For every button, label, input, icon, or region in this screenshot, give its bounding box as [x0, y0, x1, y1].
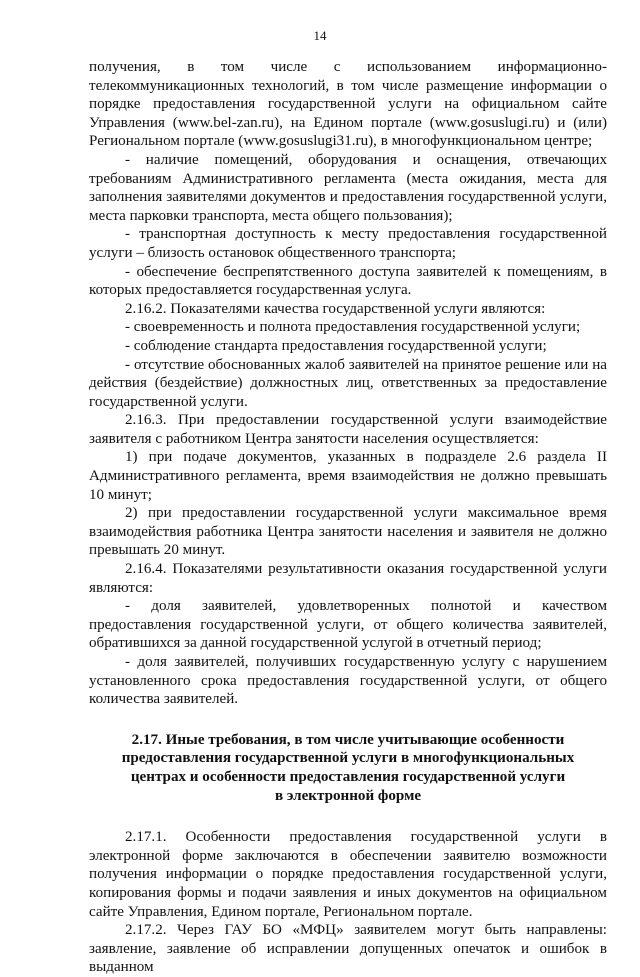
paragraph: 2.17.1. Особенности предоставления государственной услуги в электронной форме заключаются в обеспечении заявителю возможности получения информации о порядке предоставления государственной услуги, копирования формы и подачи заявления и иных документов на официальном сайте Управления, Едином портале, Региональном портале.: [89, 829, 607, 920]
paragraph: 1) при подаче документов, указанных в подразделе 2.6 раздела II Административного регламента, время взаимодействия не должно превышать 10 минут;: [89, 449, 607, 503]
section-2-16-text: [89, 58, 607, 709]
paragraph: - доля заявителей, получивших государственную услугу с нарушением установленного срока предоставления государственной услуги, от общего количества заявителей.: [89, 654, 607, 708]
heading-line: предоставления государственной услуги в многофункциональных: [121, 750, 575, 767]
paragraph: - доля заявителей, удовлетворенных полнотой и качеством предоставления государственной услуги, от общего количества заявителей, обратившихся за данной государственной услугой в отчетный период;: [89, 598, 607, 652]
paragraph: получения, в том числе с использованием информационно-телекоммуникационных технологий, в том числе размещение информации о порядке предоставления государственной услуги на официальном сайте Управления (www.bel-zan.ru), на Едином портале (www.gosuslugi.ru) и (или) Региональном портале (www.gosuslugi31.ru), в многофункциональном центре;: [89, 59, 607, 150]
paragraph: - транспортная доступность к месту предоставления государственной услуги – близость остановок общественного транспорта;: [89, 226, 607, 261]
document-body: [89, 58, 607, 977]
paragraph: - наличие помещений, оборудования и оснащения, отвечающих требованиям Административного регламента (места ожидания, места для заполнения заявителями документов и предоставления государственной услуги, места парковки транспорта, места общего пользования);: [89, 151, 607, 224]
section-heading-2-17: [89, 731, 607, 805]
heading-line: 2.17. Иные требования, в том числе учитывающие особенности: [131, 731, 565, 748]
paragraph: 2.17.2. Через ГАУ БО «МФЦ» заявителем могут быть направлены: заявление, заявление об исправлении допущенных опечаток и ошибок в выданном: [89, 922, 607, 976]
paragraph: 2.16.4. Показателями результативности оказания государственной услуги являются:: [89, 561, 607, 596]
paragraph: 2.16.2. Показателями качества государственной услуги являются:: [125, 300, 546, 317]
heading-line: центрах и особенности предоставления государственной услуги: [130, 768, 566, 785]
page-number: 14: [313, 28, 327, 43]
paragraph: - соблюдение стандарта предоставления государственной услуги;: [125, 337, 547, 354]
paragraph: 2) при предоставлении государственной услуги максимальное время взаимодействия работника Центра занятости населения и заявителя не должно превышать 20 минут.: [89, 505, 607, 559]
paragraph: - обеспечение беспрепятственного доступа заявителей к помещениям, в которых предоставляется государственная услуга.: [89, 263, 607, 299]
paragraph: - своевременность и полнота предоставления государственной услуги;: [125, 319, 581, 336]
paragraph: - отсутствие обоснованных жалоб заявителей на принятое решение или на действия (бездействие) должностных лиц, ответственных за предоставление государственной услуги.: [89, 356, 607, 410]
paragraph: 2.16.3. При предоставлении государственной услуги взаимодействие заявителя с работником Центра занятости населения осуществляется:: [89, 412, 607, 447]
section-2-17-text: [89, 828, 607, 977]
heading-line: в электронной форме: [274, 787, 422, 804]
